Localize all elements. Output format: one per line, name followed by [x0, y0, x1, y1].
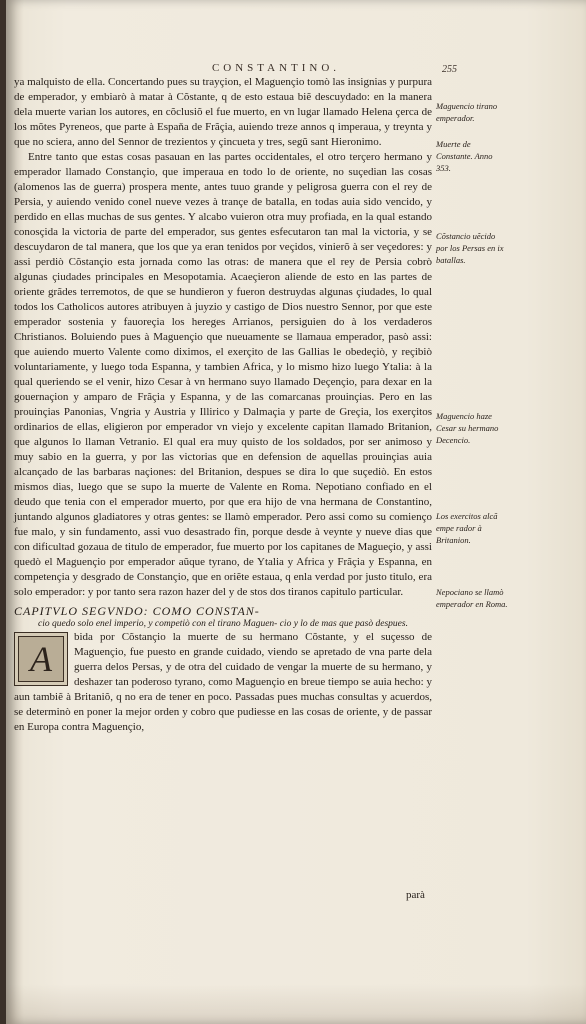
page-number: 255	[442, 64, 457, 75]
chapter-subheading: cio quedo solo enel imperio, y competiò con el tirano Maguen- cio y lo de mas que pasò despues.	[38, 619, 408, 629]
margin-note: Maguencio tirano emperador.	[436, 101, 498, 123]
chapter-text: bida por Cõstançio la muerte de su hermano Cõstante, y el suçesso de Maguençio, fue puesto en grande cuidado, viendo se apretado de vna parte dela guerra delos Persas, y de otra del cuidado de vengar la muerte de su hermano, y deshazer tan poderoso tyrano, como Maguençio en breue tiempo se auia hecho: y aun tambiẽ à Britaniõ, q no era de tener en poco. Passadas pues muchas consultas y acuerdos, se determinò en poner la mejor orden y cobro que pudiesse en las cosas de oriente, y de passar en Europa contra Maguençio,	[14, 631, 432, 733]
paragraph-1: ya malquisto de ella. Concertando pues su trayçion, el Maguençio tomò las insignias y purpura de emperador, y embiarò à matar à Cõstante, q de esto estaua biẽ descuydado: en la manera dela muerte varian los autores, en cõclusiõ el fue muerto, en vn lugar llamado Helena çerca de los mõtes Pyreneos, que parte à Espaňa de Frãçia, auiendo treze annos q imperaua, y treynta y que no sciera, anno del Sennor de trezientos y çincueta y tres, segũ sant Hieronimo.	[14, 76, 432, 148]
paragraph-2: Entre tanto que estas cosas pasauan en las partes occidentales, el otro terçero hermano y emperador llamado Constançio, que imperaua en todo lo de oriente, no suçedian las cosas (alomenos las de guerra) prospera mente, antes tuuo grande y peligrosa guerra con el rey de Persia, y auiendo venido conel nueve vezes à trançe de batalla, en todas auia sido vencido, y perdido en ellas muchas de sus gentes. Y alcabo vuieron otra muy profiada, en la qual estando conosçida la victoria de parte del emperador, sus gentes esfecutaron tan mal la victoria, y se descuydaron de tal manera, que los que ya eran tenidos por veçidos, vinierõ à ser veçedores: y assi perdiò Cõstançio esta jornada como las otras: de manera que el rey de Persia cobrò algunas çiudades principales en Mesopotamia. Acaeçieron aliende de esto en las partes de oriente grãdes terremotos, de que se hundieron y fueron destruydas algunas çiudades, lo qual todos los Catholicos autores atribuyen à juyzio y castigo de Dios nuestro Sennor, por que este emperador sostenia y fauoreçia los hereges Arrianos, persiguien do à los verdaderos Christianos. Boluiendo pues à Maguençio que nueuamente se llamaua emperador, pasò assi: que auiendo muerto Valente como diximos, el exerçito de las Gallias le obedeçiò, y reçibiò voluntariamente, y luego toda Espanna, y tambien Africa, y lo mismo hizo luego Ytalia: à la qual queriendo se el venir, hizo Cesar à vn hermano suyo llamado Deçençio, para dexar en la gouernaçion y amparo de Frãçia y Espanna, y de las comarcanas prouinçias. Pero en las prouinçias Panonias, Vngria y Austria y Illirico y Dalmaçia y parte de Greçia, los exerçitos ordinarios de ellas, eligieron por emperador vn viejo y excelente capitan llamado Britanion, que algunos lo llaman Vetranio. El qual era muy quisto de los soldados, por ser animoso y muy sabio en la guerra, y por las victorias que en defension de aquellas prouinçias auia alcançado de las barbaras naçiones: del Britanion, despues se dira lo que suçediò. En estos mismos dias, luego que se supo la muerte de Valente en Roma. Nepotiano confiado en el deudo que tenia con el emperador muerto, por que era hijo de vna hermana de Constantino, juntando algunos gladiatores y otras gentes: se llamò emperador. Pero assi como su comienço fue malo, y sin fundamento, assi vuo desastrado fin, porque desde à veynte y nueve dias que con dificultad gozaua de titulo de emperador, fue muerto por los capitanes de Magueçio, y assi quedò el Maguençio por emperador aũque tyrano, de Ytalia y Africa y Frãçia y Espanna, en competençia y desgrado de Constançio, que en oriẽte estaua, q enla verdad por justo titulo, era solo emperador: y por tanto sera razon hazer del y de stos dos tiranos capitulo particular.	[14, 151, 432, 598]
margin-note: Los exercitos alcã empe rador à Britanion.	[436, 511, 498, 545]
running-head: CONSTANTINO.	[211, 62, 341, 74]
page-shadow	[6, 984, 586, 1024]
catchword: parà	[406, 889, 425, 901]
decorated-initial: A	[14, 632, 68, 686]
margin-note: Muerte de Constante. Anno 353.	[436, 139, 493, 173]
chapter-paragraph	[14, 630, 432, 735]
margin-note: Maguencio haze Cesar su hermano Decencio.	[436, 411, 499, 445]
book-page	[6, 0, 586, 1024]
main-text	[14, 75, 432, 735]
margin-note: Cõstancio uẽcido por los Persas en ix batallas.	[436, 231, 504, 265]
chapter-heading: CAPITVLO SEGVNDO: COMO CONSTAN-	[14, 604, 260, 618]
margin-note: Nepociano se llamò emperador en Roma.	[436, 587, 508, 609]
